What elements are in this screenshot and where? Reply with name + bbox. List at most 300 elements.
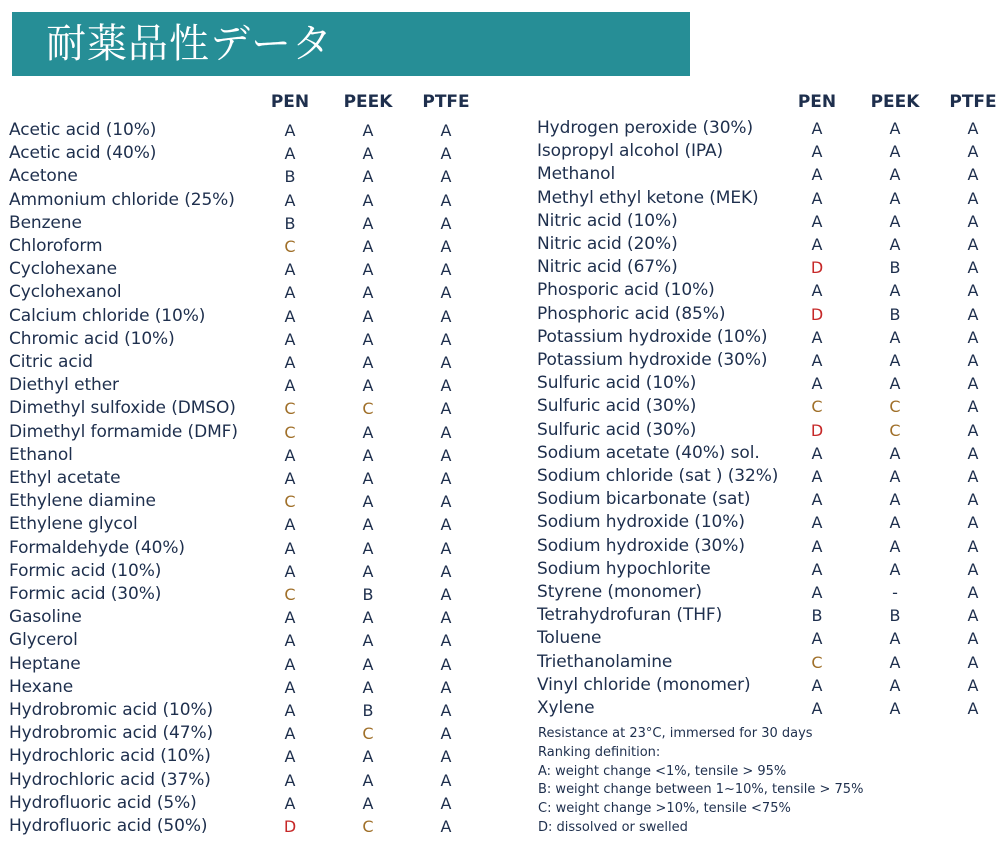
grade-peek: A [362, 654, 374, 674]
table-row [9, 722, 471, 745]
grade-pen: A [811, 281, 823, 301]
grade-peek: A [362, 190, 374, 210]
grade-pen: C [811, 652, 823, 672]
grade-pen: A [811, 699, 823, 718]
grade-peek: A [362, 538, 374, 558]
chemical-name: Sodium chloride (sat ) (32%) [537, 466, 779, 486]
chemical-name: Phosphoric acid (85%) [537, 303, 726, 324]
grade-peek: A [362, 144, 374, 164]
grade-ptfe: A [967, 652, 979, 672]
grade-ptfe: A [967, 188, 979, 208]
chemical-name: Acetone [9, 166, 78, 187]
grade-peek: A [362, 608, 374, 628]
grade-ptfe: A [967, 304, 979, 324]
grade-peek: A [362, 492, 374, 512]
chemical-name: Sodium hydroxide (10%) [537, 512, 745, 533]
grade-peek: A [889, 327, 901, 347]
grade-pen: C [284, 422, 296, 442]
chemical-name: Dimethyl sulfoxide (DMSO) [9, 398, 236, 419]
grade-peek: A [362, 515, 374, 535]
chemical-name: Isopropyl alcohol (IPA) [537, 141, 724, 162]
grade-ptfe: A [440, 469, 452, 488]
grade-ptfe: A [967, 165, 979, 185]
chemical-name: Vinyl chloride (monomer) [537, 674, 751, 695]
chemical-name: Tetrahydrofuran (THF) [537, 605, 723, 626]
grade-pen: A [811, 490, 823, 510]
grade-peek: A [889, 490, 901, 510]
grade-peek: A [362, 677, 374, 697]
grade-pen: C [811, 397, 823, 417]
grade-ptfe: A [967, 629, 979, 649]
grade-ptfe: A [440, 701, 452, 720]
grade-ptfe: A [440, 445, 452, 465]
grade-pen: A [811, 119, 823, 138]
grade-pen: A [811, 374, 823, 394]
grade-pen: A [811, 235, 823, 254]
table-row [537, 627, 998, 650]
grade-pen: A [284, 469, 296, 488]
grade-ptfe: A [967, 142, 979, 162]
grade-pen: A [811, 165, 823, 185]
table-row [9, 537, 471, 560]
grade-pen: A [284, 190, 296, 210]
grade-peek: C [889, 397, 901, 417]
chemical-name: Cyclohexanol [9, 282, 122, 303]
table-row [9, 792, 471, 815]
chemical-name: Formic acid (30%) [9, 584, 162, 604]
grade-peek: A [889, 699, 901, 718]
grade-pen: A [284, 747, 296, 767]
table-row [9, 653, 471, 676]
grade-ptfe: A [440, 329, 452, 349]
grade-peek: A [362, 445, 374, 465]
table-row [9, 606, 471, 629]
grade-pen: A [284, 376, 296, 396]
chemical-name: Calcium chloride (10%) [9, 305, 206, 326]
chemical-name: Dimethyl formamide (DMF) [9, 421, 238, 442]
chemical-name: Gasoline [9, 607, 82, 628]
grade-pen: A [811, 559, 823, 579]
table-row [537, 558, 998, 581]
grade-ptfe: A [440, 353, 452, 372]
table-row [537, 697, 998, 720]
table-row [537, 349, 998, 372]
grade-ptfe: A [967, 583, 979, 602]
chemical-name: Methyl ethyl ketone (MEK) [537, 187, 759, 208]
table-row [9, 490, 471, 513]
grade-peek: A [362, 306, 374, 326]
grade-ptfe: A [440, 306, 452, 326]
page-title: 耐薬品性データ [46, 21, 333, 67]
grade-peek: B [889, 304, 901, 324]
grade-peek: A [362, 561, 374, 581]
table-row [9, 629, 471, 652]
chemical-name: Hydrobromic acid (47%) [9, 723, 214, 744]
table-row [9, 212, 471, 235]
grade-pen: D [283, 817, 297, 836]
chemical-name: Hydrofluoric acid (5%) [9, 792, 197, 813]
grade-ptfe: A [440, 770, 452, 790]
chemical-name: Sodium bicarbonate (sat) [537, 489, 751, 510]
grade-ptfe: A [967, 211, 979, 231]
grade-ptfe: A [967, 536, 979, 556]
chemical-name: Xylene [537, 698, 595, 718]
grade-pen: A [811, 583, 823, 602]
grade-pen: A [811, 351, 823, 370]
grade-peek: A [889, 629, 901, 649]
grade-peek: A [889, 374, 901, 394]
note-conditions: Resistance at 23°C, immersed for 30 days [538, 726, 813, 741]
grade-ptfe: A [440, 144, 452, 164]
chemical-name: Nitric acid (67%) [537, 257, 678, 278]
grade-peek: C [362, 399, 374, 419]
grade-ptfe: A [967, 490, 979, 510]
table-row [9, 189, 471, 212]
left-header-pen: PEN [270, 92, 310, 112]
table-row [537, 465, 998, 488]
grade-pen: A [811, 142, 823, 162]
table-row [9, 351, 471, 374]
table-row [537, 535, 998, 558]
grade-pen: A [811, 211, 823, 231]
title-banner [12, 12, 690, 76]
table-row [537, 372, 998, 395]
note-rank-d: D: dissolved or swelled [538, 819, 688, 835]
grade-peek: A [362, 329, 374, 349]
table-row [9, 583, 471, 606]
table-row [537, 442, 998, 465]
grade-ptfe: A [440, 190, 452, 210]
table-row [9, 444, 471, 467]
grade-pen: A [284, 677, 296, 697]
grade-ptfe: A [440, 677, 452, 697]
chemical-name: Methanol [537, 164, 616, 185]
grade-pen: A [284, 631, 296, 651]
table-row [537, 163, 998, 186]
table-row [9, 421, 471, 444]
chemical-name: Sodium acetate (40%) sol. [537, 442, 760, 463]
table-row [9, 676, 471, 699]
grade-pen: A [284, 329, 296, 349]
grade-peek: A [362, 770, 374, 790]
grade-peek: A [889, 467, 901, 486]
grade-ptfe: A [440, 213, 452, 233]
note-ranking-title: Ranking definition: [538, 744, 661, 760]
chemical-name: Hydrofluoric acid (50%) [9, 816, 208, 836]
grade-ptfe: A [967, 351, 979, 370]
grade-pen: A [284, 121, 296, 140]
grade-pen: A [811, 467, 823, 486]
grade-peek: A [889, 119, 901, 138]
table-row [9, 119, 471, 142]
chemical-name: Acetic acid (10%) [9, 120, 157, 140]
table-row [537, 326, 998, 349]
grade-peek: A [362, 376, 374, 396]
table-row [537, 210, 998, 233]
grade-peek: B [889, 606, 901, 626]
table-row [537, 651, 998, 674]
table-row [9, 769, 471, 792]
table-row [9, 142, 471, 165]
chemical-name: Triethanolamine [537, 651, 673, 672]
grade-peek: A [362, 631, 374, 651]
grade-peek: A [889, 513, 901, 533]
grade-ptfe: A [440, 608, 452, 628]
grade-ptfe: A [440, 793, 452, 813]
table-row [9, 328, 471, 351]
table-row [9, 235, 471, 258]
grade-ptfe: A [967, 258, 979, 278]
table-row [537, 395, 998, 418]
grade-pen: B [284, 167, 296, 187]
grade-ptfe: A [440, 422, 452, 442]
chemical-name: Nitric acid (10%) [537, 210, 678, 231]
table-row [537, 187, 998, 210]
chemical-name: Potassium hydroxide (10%) [537, 326, 768, 347]
grade-peek: A [889, 235, 901, 254]
note-rank-a: A: weight change <1%, tensile > 95% [538, 763, 787, 779]
grade-pen: B [811, 606, 823, 626]
grade-peek: A [889, 281, 901, 301]
chemical-name: Formaldehyde (40%) [9, 537, 185, 558]
chemical-name: Hydrogen peroxide (30%) [537, 118, 754, 138]
grade-pen: A [284, 515, 296, 535]
grade-pen: A [284, 353, 296, 372]
chemical-name: Cyclohexane [9, 259, 117, 280]
grade-ptfe: A [967, 327, 979, 347]
table-row [537, 604, 998, 627]
grade-ptfe: A [967, 675, 979, 695]
table-row [9, 305, 471, 328]
grade-peek: A [889, 211, 901, 231]
grade-pen: A [284, 724, 296, 744]
grade-ptfe: A [440, 283, 452, 303]
table-row [537, 581, 998, 604]
grade-ptfe: A [967, 235, 979, 254]
grade-pen: A [811, 327, 823, 347]
note-rank-c: C: weight change >10%, tensile <75% [538, 801, 791, 817]
grade-ptfe: A [440, 492, 452, 512]
grade-peek: A [362, 793, 374, 813]
grade-ptfe: A [440, 747, 452, 767]
grade-ptfe: A [440, 654, 452, 674]
chemical-name: Benzene [9, 212, 82, 233]
right-header-peek: PEEK [870, 92, 920, 112]
chemical-name: Chloroform [9, 236, 103, 256]
table-row [9, 281, 471, 304]
chemical-name: Sulfuric acid (10%) [537, 373, 697, 394]
grade-ptfe: A [440, 724, 452, 744]
grade-ptfe: A [967, 467, 979, 486]
table-row [537, 233, 998, 256]
chemical-name: Ethylene glycol [9, 514, 138, 535]
ranking-notes [538, 725, 863, 838]
grade-ptfe: A [967, 559, 979, 579]
table-row [9, 699, 471, 722]
chemical-name: Sulfuric acid (30%) [537, 396, 697, 417]
grade-pen: D [810, 420, 824, 440]
grade-pen: C [284, 237, 296, 256]
table-row [9, 165, 471, 188]
chemical-name: Sodium hydroxide (30%) [537, 535, 745, 556]
grade-peek: A [889, 652, 901, 672]
chemical-name: Sodium hypochlorite [537, 558, 711, 579]
table-row [9, 397, 471, 420]
chemical-name: Hydrochloric acid (37%) [9, 769, 211, 790]
grade-pen: A [284, 770, 296, 790]
grade-peek: A [889, 188, 901, 208]
chemical-name: Ethanol [9, 444, 73, 465]
table-row [9, 258, 471, 281]
table-row [537, 303, 998, 326]
chemical-name: Heptane [9, 653, 81, 674]
grade-ptfe: A [967, 513, 979, 533]
grade-pen: C [284, 585, 296, 604]
grade-peek: A [362, 353, 374, 372]
grade-ptfe: A [440, 399, 452, 419]
grade-pen: A [284, 306, 296, 326]
grade-ptfe: A [967, 420, 979, 440]
grade-peek: A [889, 351, 901, 370]
chemical-name: Toluene [537, 628, 602, 649]
grade-ptfe: A [440, 376, 452, 396]
chemical-name: Citric acid [9, 352, 93, 372]
grade-peek: A [362, 469, 374, 488]
table-row [9, 513, 471, 536]
grade-peek: A [362, 213, 374, 233]
grade-peek: B [889, 258, 901, 278]
chemical-name: Hexane [9, 676, 74, 697]
grade-ptfe: A [440, 631, 452, 651]
chemical-name: Formic acid (10%) [9, 560, 162, 581]
grade-pen: A [284, 260, 296, 280]
grade-ptfe: A [440, 538, 452, 558]
grade-peek: A [362, 283, 374, 303]
table-row [537, 488, 998, 511]
grade-ptfe: A [440, 515, 452, 535]
chemical-name: Potassium hydroxide (30%) [537, 350, 768, 370]
grade-peek: C [362, 817, 374, 836]
left-header-peek: PEEK [343, 92, 393, 112]
right-header-ptfe: PTFE [949, 92, 997, 112]
grade-peek: A [889, 142, 901, 162]
grade-pen: A [284, 701, 296, 720]
grade-peek: A [889, 443, 901, 463]
grade-pen: C [284, 399, 296, 419]
table-row [537, 256, 998, 279]
grade-peek: A [889, 536, 901, 556]
grade-pen: A [284, 144, 296, 164]
grade-pen: A [811, 188, 823, 208]
grade-peek: B [362, 701, 374, 720]
table-row [537, 511, 998, 534]
chemical-name: Ethylene diamine [9, 491, 156, 512]
grade-ptfe: A [967, 281, 979, 301]
grade-ptfe: A [440, 585, 452, 604]
grade-peek: A [362, 121, 374, 140]
chemical-name: Chromic acid (10%) [9, 328, 175, 349]
grade-pen: A [284, 793, 296, 813]
table-row [537, 140, 998, 163]
grade-pen: C [284, 492, 296, 512]
note-rank-b: B: weight change between 1~10%, tensile > 75% [538, 782, 864, 798]
grade-peek: A [362, 747, 374, 767]
grade-ptfe: A [967, 119, 979, 138]
grade-pen: A [284, 283, 296, 303]
chemical-name: Phosporic acid (10%) [537, 280, 715, 301]
grade-pen: A [811, 513, 823, 533]
grade-ptfe: A [440, 561, 452, 581]
grade-peek: A [362, 167, 374, 187]
grade-ptfe: A [440, 817, 452, 836]
table-row [537, 419, 998, 442]
grade-peek: A [362, 237, 374, 256]
grade-ptfe: A [967, 397, 979, 417]
table-row [9, 467, 471, 490]
grade-ptfe: A [440, 121, 452, 140]
chemical-name: Diethyl ether [9, 375, 119, 396]
grade-pen: A [811, 536, 823, 556]
table-row [537, 117, 998, 140]
grade-pen: A [811, 675, 823, 695]
chemical-name: Hydrochloric acid (10%) [9, 746, 211, 767]
right-header-pen: PEN [797, 92, 837, 112]
grade-peek: A [889, 675, 901, 695]
grade-ptfe: A [440, 260, 452, 280]
grade-peek: A [889, 165, 901, 185]
grade-pen: D [810, 304, 824, 324]
chemical-name: Hydrobromic acid (10%) [9, 700, 214, 720]
grade-pen: A [284, 654, 296, 674]
table-row [9, 745, 471, 768]
grade-pen: B [284, 213, 296, 233]
chemical-name: Ethyl acetate [9, 468, 121, 488]
grade-pen: A [284, 561, 296, 581]
grade-pen: A [284, 608, 296, 628]
chemical-name: Ammonium chloride (25%) [9, 189, 235, 210]
grade-ptfe: A [967, 443, 979, 463]
grade-ptfe: A [440, 237, 452, 256]
grade-peek: C [362, 724, 374, 744]
chemical-name: Styrene (monomer) [537, 582, 702, 602]
grade-peek: B [362, 585, 374, 604]
grade-peek: A [889, 559, 901, 579]
grade-pen: A [811, 629, 823, 649]
left-header-ptfe: PTFE [422, 92, 470, 112]
grade-pen: A [284, 538, 296, 558]
grade-pen: A [284, 445, 296, 465]
grade-ptfe: A [967, 374, 979, 394]
chemical-name: Nitric acid (20%) [537, 234, 678, 254]
grade-peek: - [892, 583, 898, 602]
grade-peek: A [362, 422, 374, 442]
grade-ptfe: A [440, 167, 452, 187]
table-row [537, 674, 998, 697]
grade-pen: A [811, 443, 823, 463]
chemical-name: Acetic acid (40%) [9, 143, 157, 164]
chemical-name: Sulfuric acid (30%) [537, 419, 697, 440]
grade-peek: A [362, 260, 374, 280]
table-row [9, 815, 471, 838]
chemical-name: Glycerol [9, 630, 78, 651]
grade-ptfe: A [967, 699, 979, 718]
grade-pen: D [810, 258, 824, 278]
grade-peek: C [889, 420, 901, 440]
grade-ptfe: A [967, 606, 979, 626]
table-row [537, 279, 998, 302]
table-row [9, 560, 471, 583]
table-row [9, 374, 471, 397]
